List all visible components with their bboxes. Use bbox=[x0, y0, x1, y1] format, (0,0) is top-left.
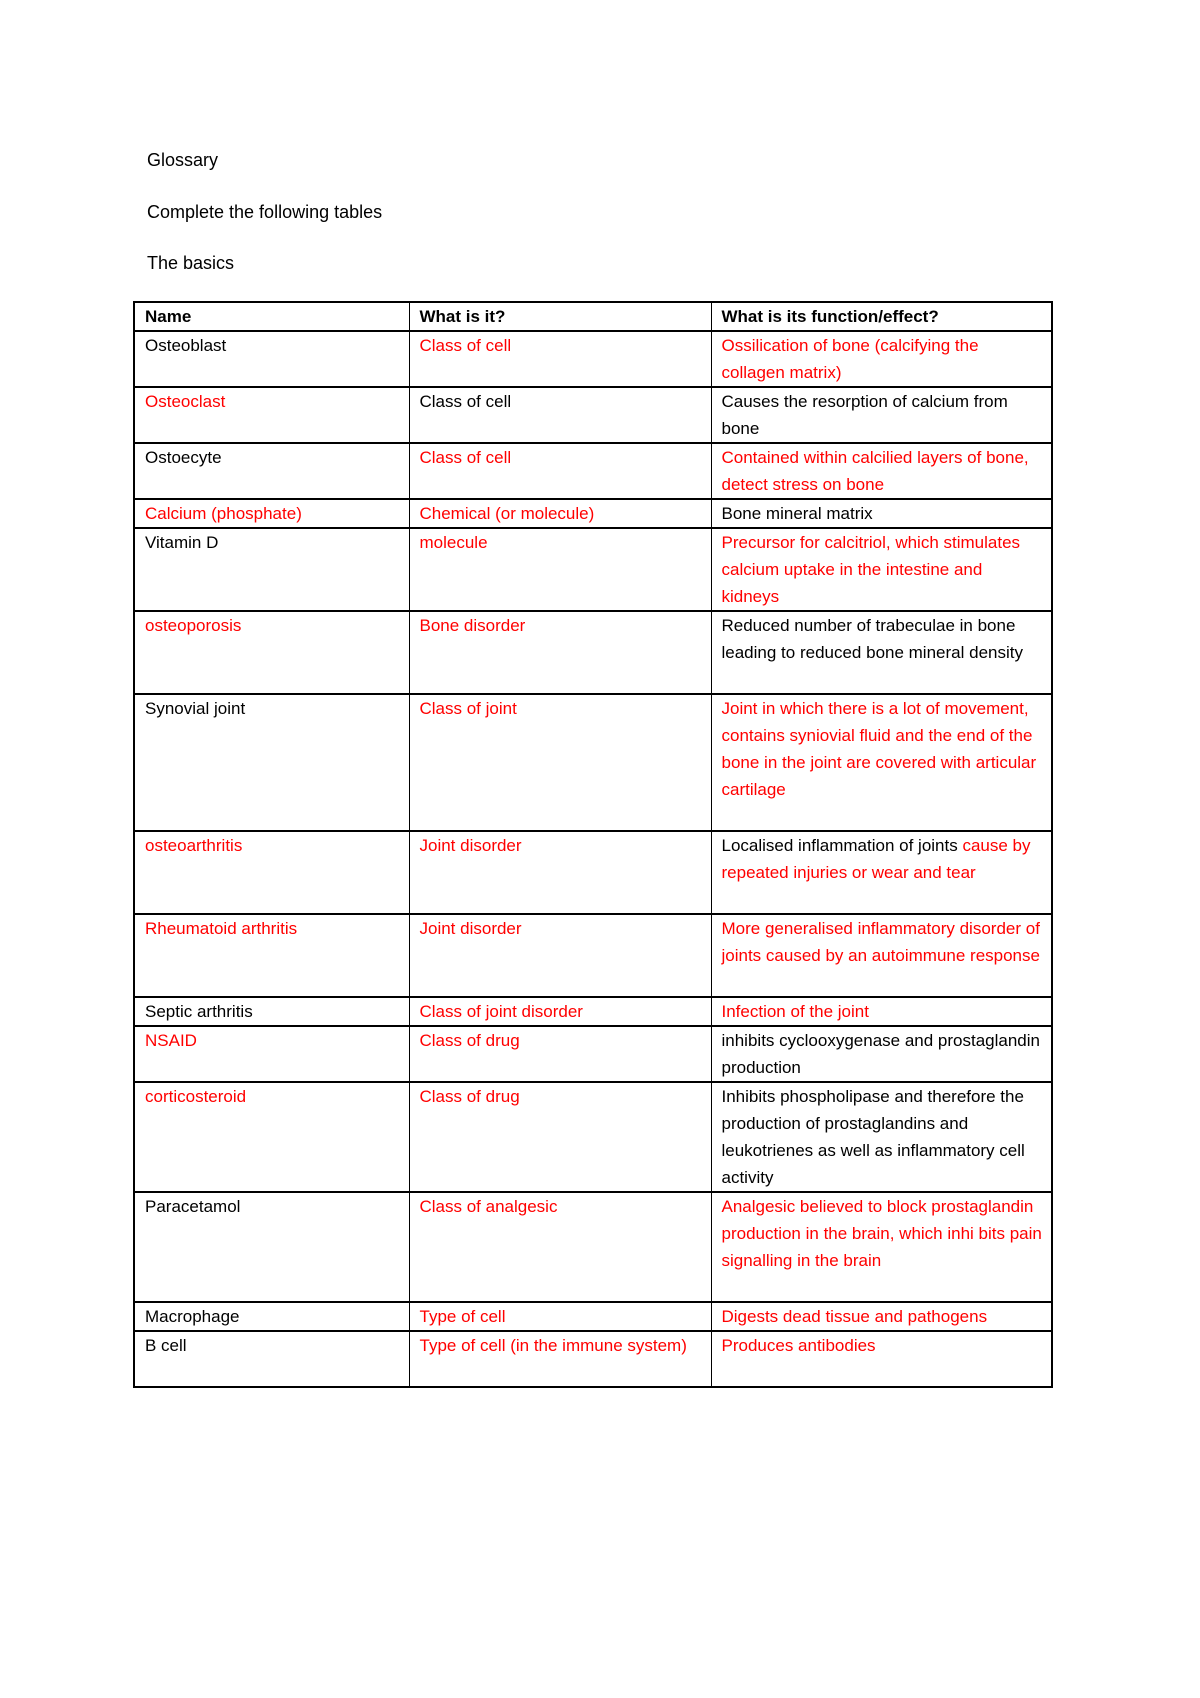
cell-text: Ossilication of bone (calcifying the collagen matrix) bbox=[721, 336, 979, 382]
function-cell bbox=[711, 331, 1052, 387]
what-is-it-cell bbox=[409, 694, 711, 831]
name-cell bbox=[134, 528, 409, 611]
what-is-it-cell bbox=[409, 1302, 711, 1331]
function-cell bbox=[711, 611, 1052, 694]
table-header bbox=[134, 302, 1052, 331]
header-name: Name bbox=[134, 302, 409, 331]
cell-text: Class of joint bbox=[419, 699, 517, 718]
table-row bbox=[134, 387, 1052, 443]
what-is-it-cell bbox=[409, 387, 711, 443]
cell-text: Synovial joint bbox=[145, 699, 246, 718]
function-cell bbox=[711, 694, 1052, 831]
instruction-text: Complete the following tables bbox=[147, 202, 383, 222]
cell-text: Bone disorder bbox=[419, 616, 526, 635]
cell-text: Joint in which there is a lot of movement, contains syniovial fluid and the end of the bone in the joint are covered with articular cartilage bbox=[721, 699, 1037, 799]
name-cell bbox=[134, 997, 409, 1026]
cell-text: Contained within calcilied layers of bone, detect stress on bone bbox=[721, 448, 1029, 494]
cell-text: Class of cell bbox=[419, 336, 512, 355]
cell-text: Osteoblast bbox=[145, 336, 227, 355]
document-title: Glossary bbox=[147, 150, 219, 170]
table-row bbox=[134, 1026, 1052, 1082]
what-is-it-cell bbox=[409, 611, 711, 694]
cell-text: Analgesic believed to block prostaglandin production in the brain, which inhi bits pain signalling in the brain bbox=[721, 1197, 1042, 1270]
what-is-it-cell bbox=[409, 1331, 711, 1387]
cell-text: Septic arthritis bbox=[145, 1002, 253, 1021]
cell-text: Precursor for calcitriol, which stimulates calcium uptake in the intestine and kidneys bbox=[721, 533, 1021, 606]
function-cell bbox=[711, 443, 1052, 499]
table-row bbox=[134, 331, 1052, 387]
cell-text: Joint disorder bbox=[419, 836, 522, 855]
function-cell bbox=[711, 528, 1052, 611]
function-cell bbox=[711, 1026, 1052, 1082]
cell-text: Class of drug bbox=[419, 1087, 520, 1106]
what-is-it-cell bbox=[409, 1192, 711, 1302]
what-is-it-cell bbox=[409, 1082, 711, 1192]
cell-text: Class of cell bbox=[419, 448, 512, 467]
cell-text: Type of cell (in the immune system) bbox=[419, 1336, 687, 1355]
name-cell bbox=[134, 499, 409, 528]
name-cell bbox=[134, 611, 409, 694]
cell-text: Osteoclast bbox=[145, 392, 226, 411]
table-row bbox=[134, 914, 1052, 997]
table-row bbox=[134, 831, 1052, 914]
table-row bbox=[134, 499, 1052, 528]
header-what-is-it: What is it? bbox=[409, 302, 711, 331]
cell-text: Macrophage bbox=[145, 1307, 240, 1326]
function-cell bbox=[711, 1331, 1052, 1387]
table-row bbox=[134, 611, 1052, 694]
name-cell bbox=[134, 443, 409, 499]
cell-text: osteoporosis bbox=[145, 616, 242, 635]
cell-text: corticosteroid bbox=[145, 1087, 247, 1106]
cell-text: inhibits cyclooxygenase and prostaglandin production bbox=[721, 1031, 1040, 1077]
cell-text: molecule bbox=[419, 533, 488, 552]
name-cell bbox=[134, 1026, 409, 1082]
function-cell bbox=[711, 914, 1052, 997]
cell-text: Class of cell bbox=[419, 392, 512, 411]
table-row bbox=[134, 1331, 1052, 1387]
cell-text: Produces antibodies bbox=[721, 1336, 876, 1355]
glossary-table-body bbox=[134, 331, 1052, 1387]
name-cell bbox=[134, 1302, 409, 1331]
table-row bbox=[134, 694, 1052, 831]
cell-text: Inhibits phospholipase and therefore the production of prostaglandins and leukotrienes as well as inflammatory cell activity bbox=[721, 1087, 1025, 1187]
function-cell bbox=[711, 831, 1052, 914]
cell-text: Class of analgesic bbox=[419, 1197, 558, 1216]
cell-text: Paracetamol bbox=[145, 1197, 241, 1216]
table-row bbox=[134, 1192, 1052, 1302]
table-row bbox=[134, 997, 1052, 1026]
cell-text: Rheumatoid arthritis bbox=[145, 919, 298, 938]
what-is-it-cell bbox=[409, 499, 711, 528]
glossary-table bbox=[133, 301, 1053, 1388]
cell-text: Localised inflammation of joints bbox=[721, 836, 958, 855]
name-cell bbox=[134, 1331, 409, 1387]
table-row bbox=[134, 443, 1052, 499]
name-cell bbox=[134, 831, 409, 914]
name-cell bbox=[134, 387, 409, 443]
what-is-it-cell bbox=[409, 831, 711, 914]
what-is-it-cell bbox=[409, 331, 711, 387]
cell-text: cause by repeated injuries or wear and tear bbox=[721, 836, 1031, 882]
name-cell bbox=[134, 914, 409, 997]
what-is-it-cell bbox=[409, 997, 711, 1026]
section-heading: The basics bbox=[147, 253, 235, 273]
cell-text: Chemical (or molecule) bbox=[419, 504, 595, 523]
name-cell bbox=[134, 1082, 409, 1192]
cell-text: Class of joint disorder bbox=[419, 1002, 583, 1021]
function-cell bbox=[711, 387, 1052, 443]
cell-text: Digests dead tissue and pathogens bbox=[721, 1307, 988, 1326]
table-row bbox=[134, 528, 1052, 611]
what-is-it-cell bbox=[409, 528, 711, 611]
cell-text: More generalised inflammatory disorder of joints caused by an autoimmune response bbox=[721, 919, 1040, 965]
header-function: What is its function/effect? bbox=[711, 302, 1052, 331]
cell-text: Joint disorder bbox=[419, 919, 522, 938]
cell-text: Causes the resorption of calcium from bone bbox=[721, 392, 1008, 438]
function-cell bbox=[711, 499, 1052, 528]
what-is-it-cell bbox=[409, 914, 711, 997]
function-cell bbox=[711, 1192, 1052, 1302]
function-cell bbox=[711, 1302, 1052, 1331]
cell-text: Calcium (phosphate) bbox=[145, 504, 302, 523]
header-row bbox=[134, 302, 1052, 331]
function-cell bbox=[711, 997, 1052, 1026]
cell-text: Class of drug bbox=[419, 1031, 520, 1050]
cell-text: osteoarthritis bbox=[145, 836, 243, 855]
name-cell bbox=[134, 694, 409, 831]
cell-text: Reduced number of trabeculae in bone leading to reduced bone mineral density bbox=[721, 616, 1023, 662]
cell-text: NSAID bbox=[145, 1031, 197, 1050]
what-is-it-cell bbox=[409, 1026, 711, 1082]
name-cell bbox=[134, 331, 409, 387]
cell-text: Bone mineral matrix bbox=[721, 504, 873, 523]
cell-text: Ostoecyte bbox=[145, 448, 222, 467]
cell-text: Infection of the joint bbox=[721, 1002, 869, 1021]
function-cell bbox=[711, 1082, 1052, 1192]
table-row bbox=[134, 1082, 1052, 1192]
what-is-it-cell bbox=[409, 443, 711, 499]
cell-text: B cell bbox=[145, 1336, 187, 1355]
cell-text: Type of cell bbox=[419, 1307, 506, 1326]
table-row bbox=[134, 1302, 1052, 1331]
name-cell bbox=[134, 1192, 409, 1302]
cell-text: Vitamin D bbox=[145, 533, 219, 552]
